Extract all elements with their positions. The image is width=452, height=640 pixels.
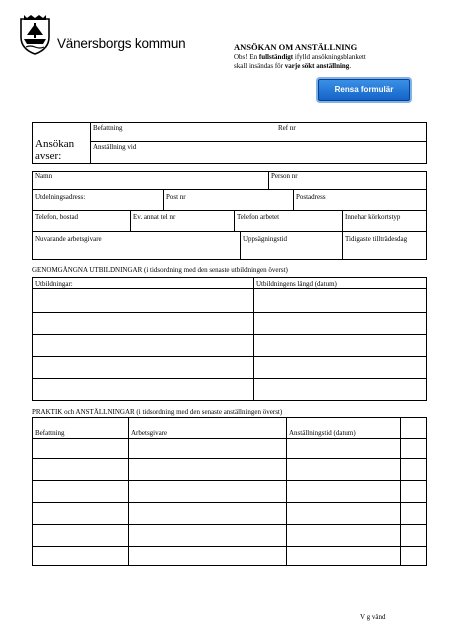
employment-at-field[interactable] <box>91 151 426 163</box>
education-col-2: Utbildningens längd (datum) <box>256 280 337 288</box>
address-label: Utdelningsadress: <box>35 193 86 201</box>
person-nr-field[interactable] <box>269 181 426 189</box>
phone-work-label: Telefon arbetet <box>237 213 280 221</box>
phone-other-label: Ev. annat tel nr <box>133 213 176 221</box>
work-col-3: Anställningstid (datum) <box>289 429 356 437</box>
municipality-crest-icon <box>18 13 52 55</box>
form-note <box>234 53 394 71</box>
education-row-2-field[interactable] <box>33 313 252 334</box>
employment-at-label: Anställning vid <box>93 143 137 151</box>
postal-address-label: Postadress <box>296 193 326 201</box>
work-row-2-field[interactable] <box>33 459 127 480</box>
postal-code-label: Post nr <box>166 193 186 201</box>
name-field[interactable] <box>33 181 267 189</box>
work-row-4-field[interactable] <box>33 503 127 524</box>
work-col-2: Arbetsgivare <box>131 429 168 437</box>
earliest-start-label: Tidigaste tillträdesdag <box>345 235 408 243</box>
education-row-4-field[interactable] <box>33 357 252 378</box>
brand-name: Vänersborgs kommun <box>57 36 186 51</box>
form-title: ANSÖKAN OM ANSTÄLLNING <box>234 42 358 52</box>
education-heading: GENOMGÅNGNA UTBILDNINGAR (i tidsordning med den senaste utbildningen överst) <box>32 266 288 274</box>
form-note-line2: skall insändas för varje sökt anställning. <box>234 62 352 70</box>
education-col-1: Utbildningar: <box>35 280 73 288</box>
work-col-1: Befattning <box>35 429 65 437</box>
name-label: Namn <box>35 172 53 180</box>
work-row-1-field[interactable] <box>33 439 127 458</box>
education-row-5-field[interactable] <box>33 379 252 400</box>
education-row-1-field[interactable] <box>33 289 252 312</box>
education-row-3-field[interactable] <box>33 335 252 356</box>
license-label: Innehar körkortstyp <box>345 213 401 221</box>
ref-label: Ref nr <box>278 124 296 132</box>
phone-home-label: Telefon, bostad <box>35 213 79 221</box>
work-row-5-field[interactable] <box>33 525 127 546</box>
work-row-3-field[interactable] <box>33 481 127 502</box>
position-field[interactable] <box>91 132 426 141</box>
person-nr-label: Person nr <box>271 172 298 180</box>
reset-form-button[interactable]: Rensa formulär <box>318 79 410 101</box>
current-employer-label: Nuvarande arbetsgivare <box>35 235 102 243</box>
form-note-line1: Obs! En fullständigt ifylld ansökningsblankett <box>234 53 366 61</box>
position-label: Befattning <box>93 124 123 132</box>
turn-page-note: V g vänd <box>360 613 386 621</box>
work-heading: PRAKTIK och ANSTÄLLNINGAR (i tidsordning med den senaste anställningen överst) <box>32 408 283 416</box>
notice-period-label: Uppsägningstid <box>243 235 287 243</box>
applies-label: Ansökan avser: <box>35 138 75 162</box>
